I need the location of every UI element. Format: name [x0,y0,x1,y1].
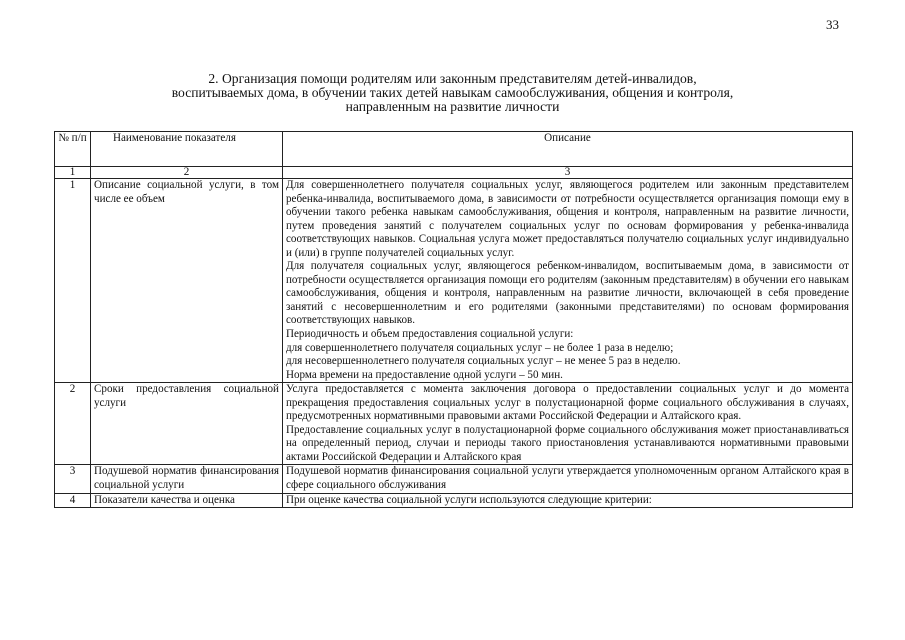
services-table [54,131,853,508]
row-number: 3 [55,465,91,493]
description-paragraph: Услуга предоставляется с момента заключения договора о предоставлении социальных услуг и до момента прекращения предоставления социальных услуг в полустационарной форме социального обслуживания в случаях, предусмотренных нормативными правовыми актами Российской Федерации и Алтайского края. [286,383,849,423]
row-number: 1 [55,179,91,383]
header-desc: Описание [283,132,853,167]
table-header-row [55,132,853,167]
description-paragraph: Предоставление социальных услуг в полустационарной форме социального обслуживания может приостанавливаться на определенный период, случаи и периоды такого приостановления устанавливаются нормативными правовыми актами Российской Федерации и Алтайского края [286,423,849,463]
header-name: Наименование показателя [91,132,283,167]
table-row [55,493,853,508]
description-paragraph: При оценке качества социальной услуги используются следующие критерии: [286,493,652,506]
indicator-name: Подушевой норматив финансирования социальной услуги [91,465,283,493]
indicator-name: Описание социальной услуги, в том числе ее объем [91,179,283,383]
description-paragraph: Периодичность и объем предоставления социальной услуги: [286,328,574,341]
description-paragraph: Норма времени на предоставление одной услуги – 50 мин. [286,368,563,381]
description-cell [283,493,853,508]
description-cell [283,465,853,493]
heading-line-2: воспитываемых дома, в обучении таких детей навыкам самообслуживания, общения и контроля, [171,85,734,100]
section-heading [90,72,815,114]
col-number-2: 2 [91,167,283,179]
description-paragraph: для несовершеннолетнего получателя социальных услуг – не менее 5 раз в неделю. [286,355,681,368]
description-paragraph: Для получателя социальных услуг, являющегося ребенком-инвалидом, воспитываемым дома, в зависимости от потребности осуществляется организация помощи его родителям (законным представителям) в обучении его навыкам самообслуживания, общения и контроля, направленным на развитие личности, включающей в себя проведение занятий с несовершеннолетним и его родителями (законными представителями) по основам формирования соответствующих навыков. [286,260,849,327]
table-row [55,179,853,383]
column-number-row [55,167,853,179]
page-number: 33 [826,17,839,32]
col-number-3: 3 [283,167,853,179]
description-cell [283,179,853,383]
indicator-name: Сроки предоставления социальной услуги [91,383,283,465]
description-paragraph: для совершеннолетнего получателя социальных услуг – не более 1 раза в неделю; [286,341,674,354]
indicator-name: Показатели качества и оценка [91,493,283,508]
col-number-1: 1 [55,167,91,179]
table-row [55,465,853,493]
heading-line-3: направленным на развитие личности [345,99,560,114]
header-num: № п/п [55,132,91,167]
heading-line-1: 2. Организация помощи родителям или законным представителям детей-инвалидов, [208,71,697,86]
description-paragraph: Подушевой норматив финансирования социальной услуги утверждается уполномоченным органом Алтайского края в сфере социального обслуживания [286,465,849,492]
row-number: 2 [55,383,91,465]
table-row [55,383,853,465]
row-number: 4 [55,493,91,508]
description-paragraph: Для совершеннолетнего получателя социальных услуг, являющегося родителем или законным представителем ребенка-инвалида, воспитываемого дома, в зависимости от потребности осуществляется организация помощи ему в обучении такого ребенка навыкам самообслуживания, общения и контроля, направленным на развитие личности, путем проведения занятий с получателем социальных услуг по основам формирования у ребенка-инвалида соответствующих навыков. Социальная услуга может предоставляться получателю социальных услуг индивидуально и (или) в группе получателей социальных услуг. [286,179,849,259]
description-cell [283,383,853,465]
